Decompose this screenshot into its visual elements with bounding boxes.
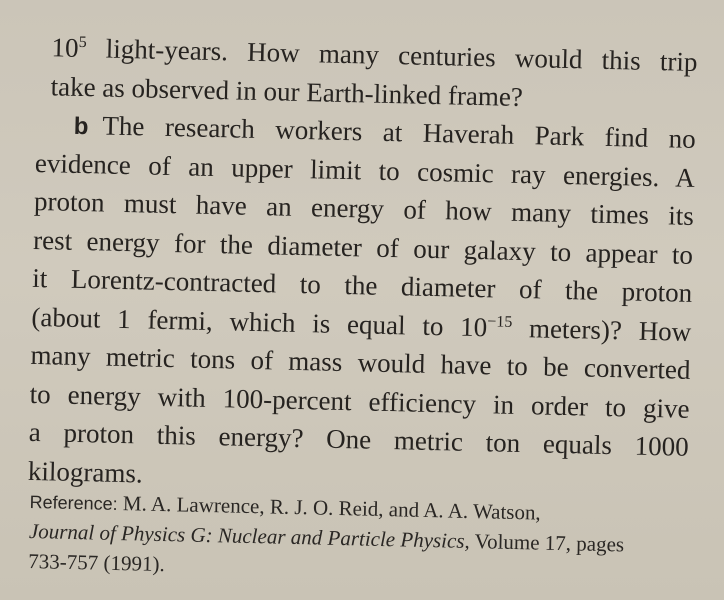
paragraph-b-line-3: proton must have an energy of how many times its <box>33 185 695 231</box>
fermi-base: (about 1 fermi, which is equal to 10 <box>31 301 488 342</box>
distance-base: 10 <box>51 32 79 63</box>
reference-line-3: 733-757 (1991). <box>28 548 166 577</box>
reference-authors: M. A. Lawrence, R. J. O. Reid, and A. A. Watson, <box>117 490 542 525</box>
exercise-text <box>28 28 698 505</box>
fermi-exponent: −15 <box>487 312 513 331</box>
distance-exponent: 5 <box>78 33 87 52</box>
paragraph-b-line-10: kilograms. <box>27 455 144 488</box>
distance-rest: light-years. How many centuries would this trip <box>86 33 698 77</box>
paragraph-b-line-8: to energy with 100-percent efficiency in order to give <box>29 378 690 424</box>
paragraph-b-line-9: a proton this energy? One metric ton equals 1000 <box>28 416 690 462</box>
paragraph-b-line-7: many metric tons of mass would have to be converted <box>30 339 691 385</box>
paragraph-b-line-1-text: The research workers at Haverah Park find no <box>102 110 696 154</box>
reference-block <box>28 486 702 591</box>
part-b-label: b <box>73 112 89 141</box>
reference-volume: Volume 17, pages <box>469 528 625 557</box>
paragraph-b-line-2: evidence of an upper limit to cosmic ray energies. A <box>34 147 696 193</box>
paragraph-a-line-2: take as observed in our Earth-linked frame? <box>50 70 524 112</box>
paragraph-b-line-4: rest energy for the diameter of our galaxy to appear to <box>32 224 694 270</box>
fermi-rest: meters)? How <box>511 312 692 347</box>
reference-journal: Journal of Physics G: Nuclear and Particle Physics, <box>28 518 471 553</box>
paragraph-b-line-5: it Lorentz-contracted to the diameter of the proton <box>31 262 693 308</box>
reference-label: Reference: <box>29 491 118 514</box>
